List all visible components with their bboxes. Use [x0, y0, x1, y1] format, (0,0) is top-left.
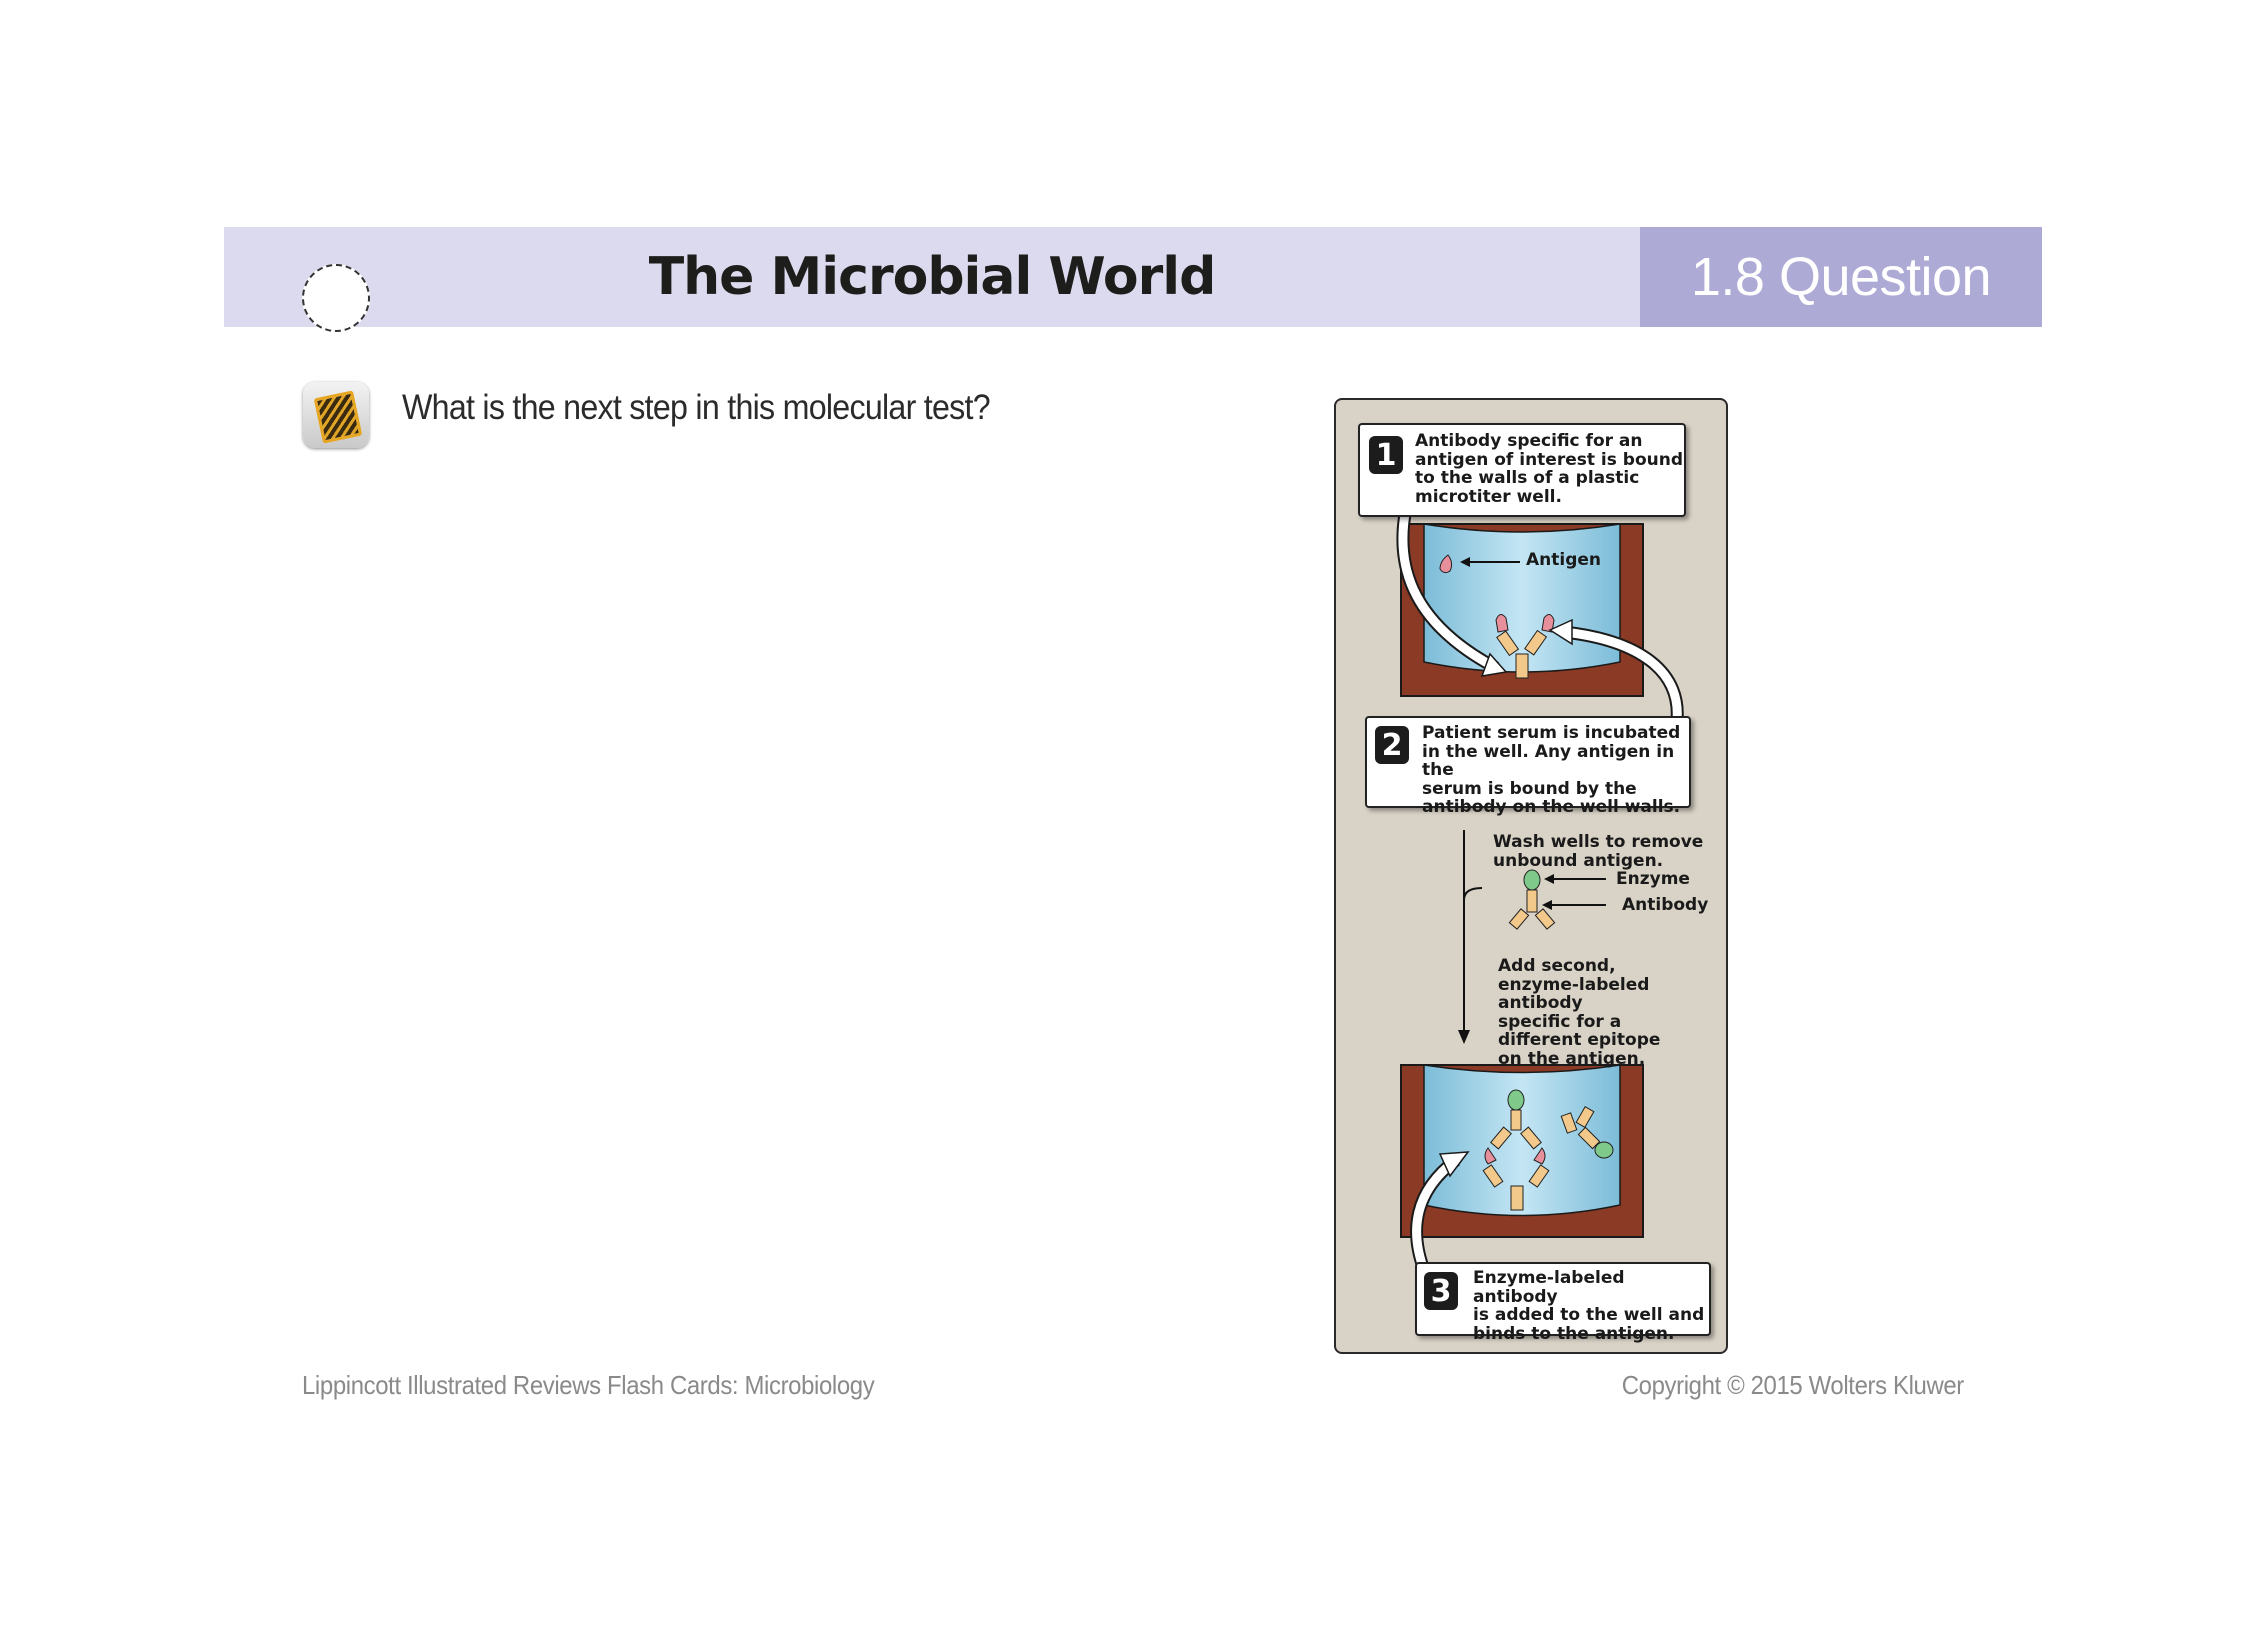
step-3-number: 3 [1424, 1272, 1458, 1310]
step-2-number: 2 [1375, 726, 1409, 764]
antibody-label: Antibody [1622, 895, 1709, 915]
step-1-text: Antibody specific for an antigen of interest is bound to the walls of a plastic microtiter well. [1415, 431, 1683, 507]
punch-hole-circle [302, 264, 370, 332]
antigen-label: Antigen [1526, 550, 1602, 570]
step-3-callout [1415, 1262, 1711, 1344]
step-2-callout [1365, 716, 1691, 817]
step-3-text: Enzyme-labeled antibody is added to the well and binds to the antigen. [1473, 1268, 1705, 1344]
wash-label: Wash wells to remove unbound antigen. [1493, 832, 1704, 871]
page-title: The Microbial World [648, 247, 1216, 307]
step-2-text: Patient serum is incubated in the well. Any antigen in the serum is bound by the antibody on the well walls. [1422, 723, 1681, 817]
elisa-figure [1334, 398, 1728, 1354]
question-text: What is the next step in this molecular test? [402, 388, 990, 427]
footer-series-title: Lippincott Illustrated Reviews Flash Cards: Microbiology [302, 1370, 875, 1400]
enzyme-label: Enzyme [1616, 869, 1690, 889]
add-second-label: Add second, enzyme-labeled antibody specific for a different epitope on the antigen. [1498, 956, 1661, 1069]
flashcard-icon [303, 382, 369, 448]
step-1-callout [1358, 423, 1686, 517]
card-tag: 1.8 Question [1640, 227, 2042, 327]
footer-copyright: Copyright © 2015 Wolters Kluwer [1621, 1370, 1964, 1400]
step-1-number: 1 [1369, 436, 1403, 474]
